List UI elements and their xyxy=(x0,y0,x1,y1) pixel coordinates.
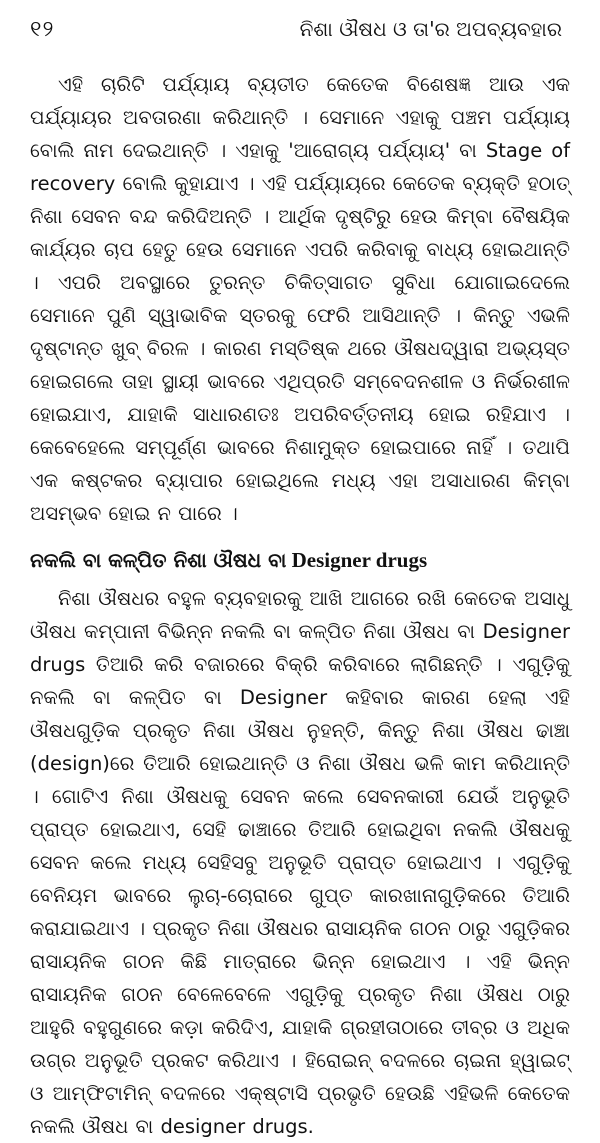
page-header xyxy=(30,14,570,46)
section-heading-english: Designer drugs xyxy=(291,548,428,572)
section-heading xyxy=(30,544,570,576)
running-title: ନିଶା ଔଷଧ ଓ ତା'ର ଅପବ୍ୟବହାର xyxy=(299,17,562,41)
body-paragraph-1: ଏହି ଚାରିଟି ପର୍ଯ୍ୟାୟ ବ୍ୟତୀତ କେତେକ ବିଶେଷଜ୍ଞ ଆଉ ଏକ ପର୍ଯ୍ୟାୟର ଅବତାରଣା କରିଥାନ୍ତି । ସେମାନେ ଏହାକୁ ପଞ୍ଚମ ପର୍ଯ୍ୟାୟ ବୋଲି ନାମ ଦେଇଥାନ୍ତି । ଏହାକୁ 'ଆରୋଗ୍ୟ ପର୍ଯ୍ୟାୟ' ବା Stage of recovery ବୋଲି କୁହାଯାଏ । ଏହି ପର୍ଯ୍ୟାୟରେ କେତେକ ବ୍ୟକ୍ତି ହଠାତ୍ ନିଶା ସେବନ ବନ୍ଦ କରିଦିଅନ୍ତି । ଆର୍ଥିକ ଦୃଷ୍ଟିରୁ ହେଉ କିମ୍ବା ବୈଷୟିକ କାର୍ଯ୍ୟର ଚାପ ହେତୁ ହେଉ ସେମାନେ ଏପରି କରିବାକୁ ବାଧ୍ୟ ହୋଇଥାନ୍ତି । ଏପରି ଅବସ୍ଥାରେ ତୁରନ୍ତ ଚିକିତ୍ସାଗତ ସୁବିଧା ଯୋଗାଇଦେଲେ ସେମାନେ ପୁଣି ସ୍ୱାଭାବିକ ସ୍ତରକୁ ଫେରି ଆସିଥାନ୍ତି । କିନ୍ତୁ ଏଭଳି ଦୃଷ୍ଟାନ୍ତ ଖୁବ୍ ବିରଳ । କାରଣ ମସ୍ତିଷ୍କ ଥରେ ଔଷଧଦ୍ୱାରା ଅଭ୍ୟସ୍ତ ହୋଇଗଲେ ତାହା ସ୍ଥାୟୀ ଭାବରେ ଏଥିପ୍ରତି ସମ୍ବେଦନଶୀଳ ଓ ନିର୍ଭରଶୀଳ ହୋଇଯାଏ, ଯାହାକି ସାଧାରଣତଃ ଅପରିବର୍ତ୍ତନୀୟ ହୋଇ ରହିଯାଏ । କେବେହେଲେ ସମ୍ପୂର୍ଣ୍ଣ ଭାବରେ ନିଶାମୁକ୍ତ ହୋଇପାରେ ନାହିଁ । ତଥାପି ଏକ କଷ୍ଟକର ବ୍ୟାପାର ହୋଇଥିଲେ ମଧ୍ୟ ଏହା ଅସାଧାରଣ କିମ୍ବା ଅସମ୍ଭବ ହୋଇ ନ ପାରେ । xyxy=(30,73,570,525)
page-number: ୧୨ xyxy=(30,17,55,42)
body-paragraph-2: ନିଶା ଔଷଧର ବହୁଳ ବ୍ୟବହାରକୁ ଆଖି ଆଗରେ ରଖି କେତେକ ଅସାଧୁ ଔଷଧ କମ୍ପାନୀ ବିଭିନ୍ନ ନକଲି ବା କଳ୍ପିତ ନିଶା ଔଷଧ ବା Designer drugs ତିଆରି କରି ବଜାରରେ ବିକ୍ରି କରିବାରେ ଲାଗିଛନ୍ତି । ଏଗୁଡ଼ିକୁ ନକଲି ବା କଳ୍ପିତ ବା Designer କହିବାର କାରଣ ହେଲା ଏହି ଔଷଧଗୁଡ଼ିକ ପ୍ରକୃତ ନିଶା ଔଷଧ ନୁହନ୍ତି, କିନ୍ତୁ ନିଶା ଔଷଧ ଢାଞ୍ଚା (design)ରେ ତିଆରି ହୋଇଥାନ୍ତି ଓ ନିଶା ଔଷଧ ଭଳି କାମ କରିଥାନ୍ତି । ଗୋଟିଏ ନିଶା ଔଷଧକୁ ସେବନ କଲେ ସେବନକାରୀ ଯେଉଁ ଅନୁଭୂତି ପ୍ରାପ୍ତ ହୋଇଥାଏ, ସେହି ଢାଞ୍ଚାରେ ତିଆରି ହୋଇଥିବା ନକଲି ଔଷଧକୁ ସେବନ କଲେ ମଧ୍ୟ ସେହିସବୁ ଅନୁଭୂତି ପ୍ରାପ୍ତ ହୋଇଥାଏ । ଏଗୁଡ଼ିକୁ ବେନିୟମ ଭାବରେ ଲୁଚା-ଚୋରାରେ ଗୁପ୍ତ କାରଖାନାଗୁଡ଼ିକରେ ତିଆରି କରାଯାଇଥାଏ । ପ୍ରକୃତ ନିଶା ଔଷଧର ରାସାୟନିକ ଗଠନ ଠାରୁ ଏଗୁଡ଼ିକର ରାସାୟନିକ ଗଠନ କିଛି ମାତ୍ରାରେ ଭିନ୍ନ ହୋଇଥାଏ । ଏହି ଭିନ୍ନ ରାସାୟନିକ ଗଠନ ବେଳେବେଳେ ଏଗୁଡ଼ିକୁ ପ୍ରକୃତ ନିଶା ଔଷଧ ଠାରୁ ଆହୁରି ବହୁଗୁଣରେ କଡ଼ା କରିଦିଏ, ଯାହାକି ଗ୍ରହୀତାଠାରେ ତୀବ୍ର ଓ ଅଧିକ ଉଗ୍ର ଅନୁଭୂତି ପ୍ରକଟ କରିଥାଏ । ହିରୋଇନ୍ ବଦଳରେ ଚାଇନା ହ୍ୱାଇଟ୍ ଓ ଆମ୍ଫିଟାମିନ୍ ବଦଳରେ ଏକ୍‌ଷ୍ଟାସି ପ୍ରଭୃତି ହେଉଛି ଏହିଭଳି କେତେକ ନକଲି ଔଷଧ ବା designer drugs. xyxy=(30,587,570,1138)
section-heading-oriya: ନକଲି ବା କଳ୍ପିତ ନିଶା ଔଷଧ ବା xyxy=(30,548,287,572)
